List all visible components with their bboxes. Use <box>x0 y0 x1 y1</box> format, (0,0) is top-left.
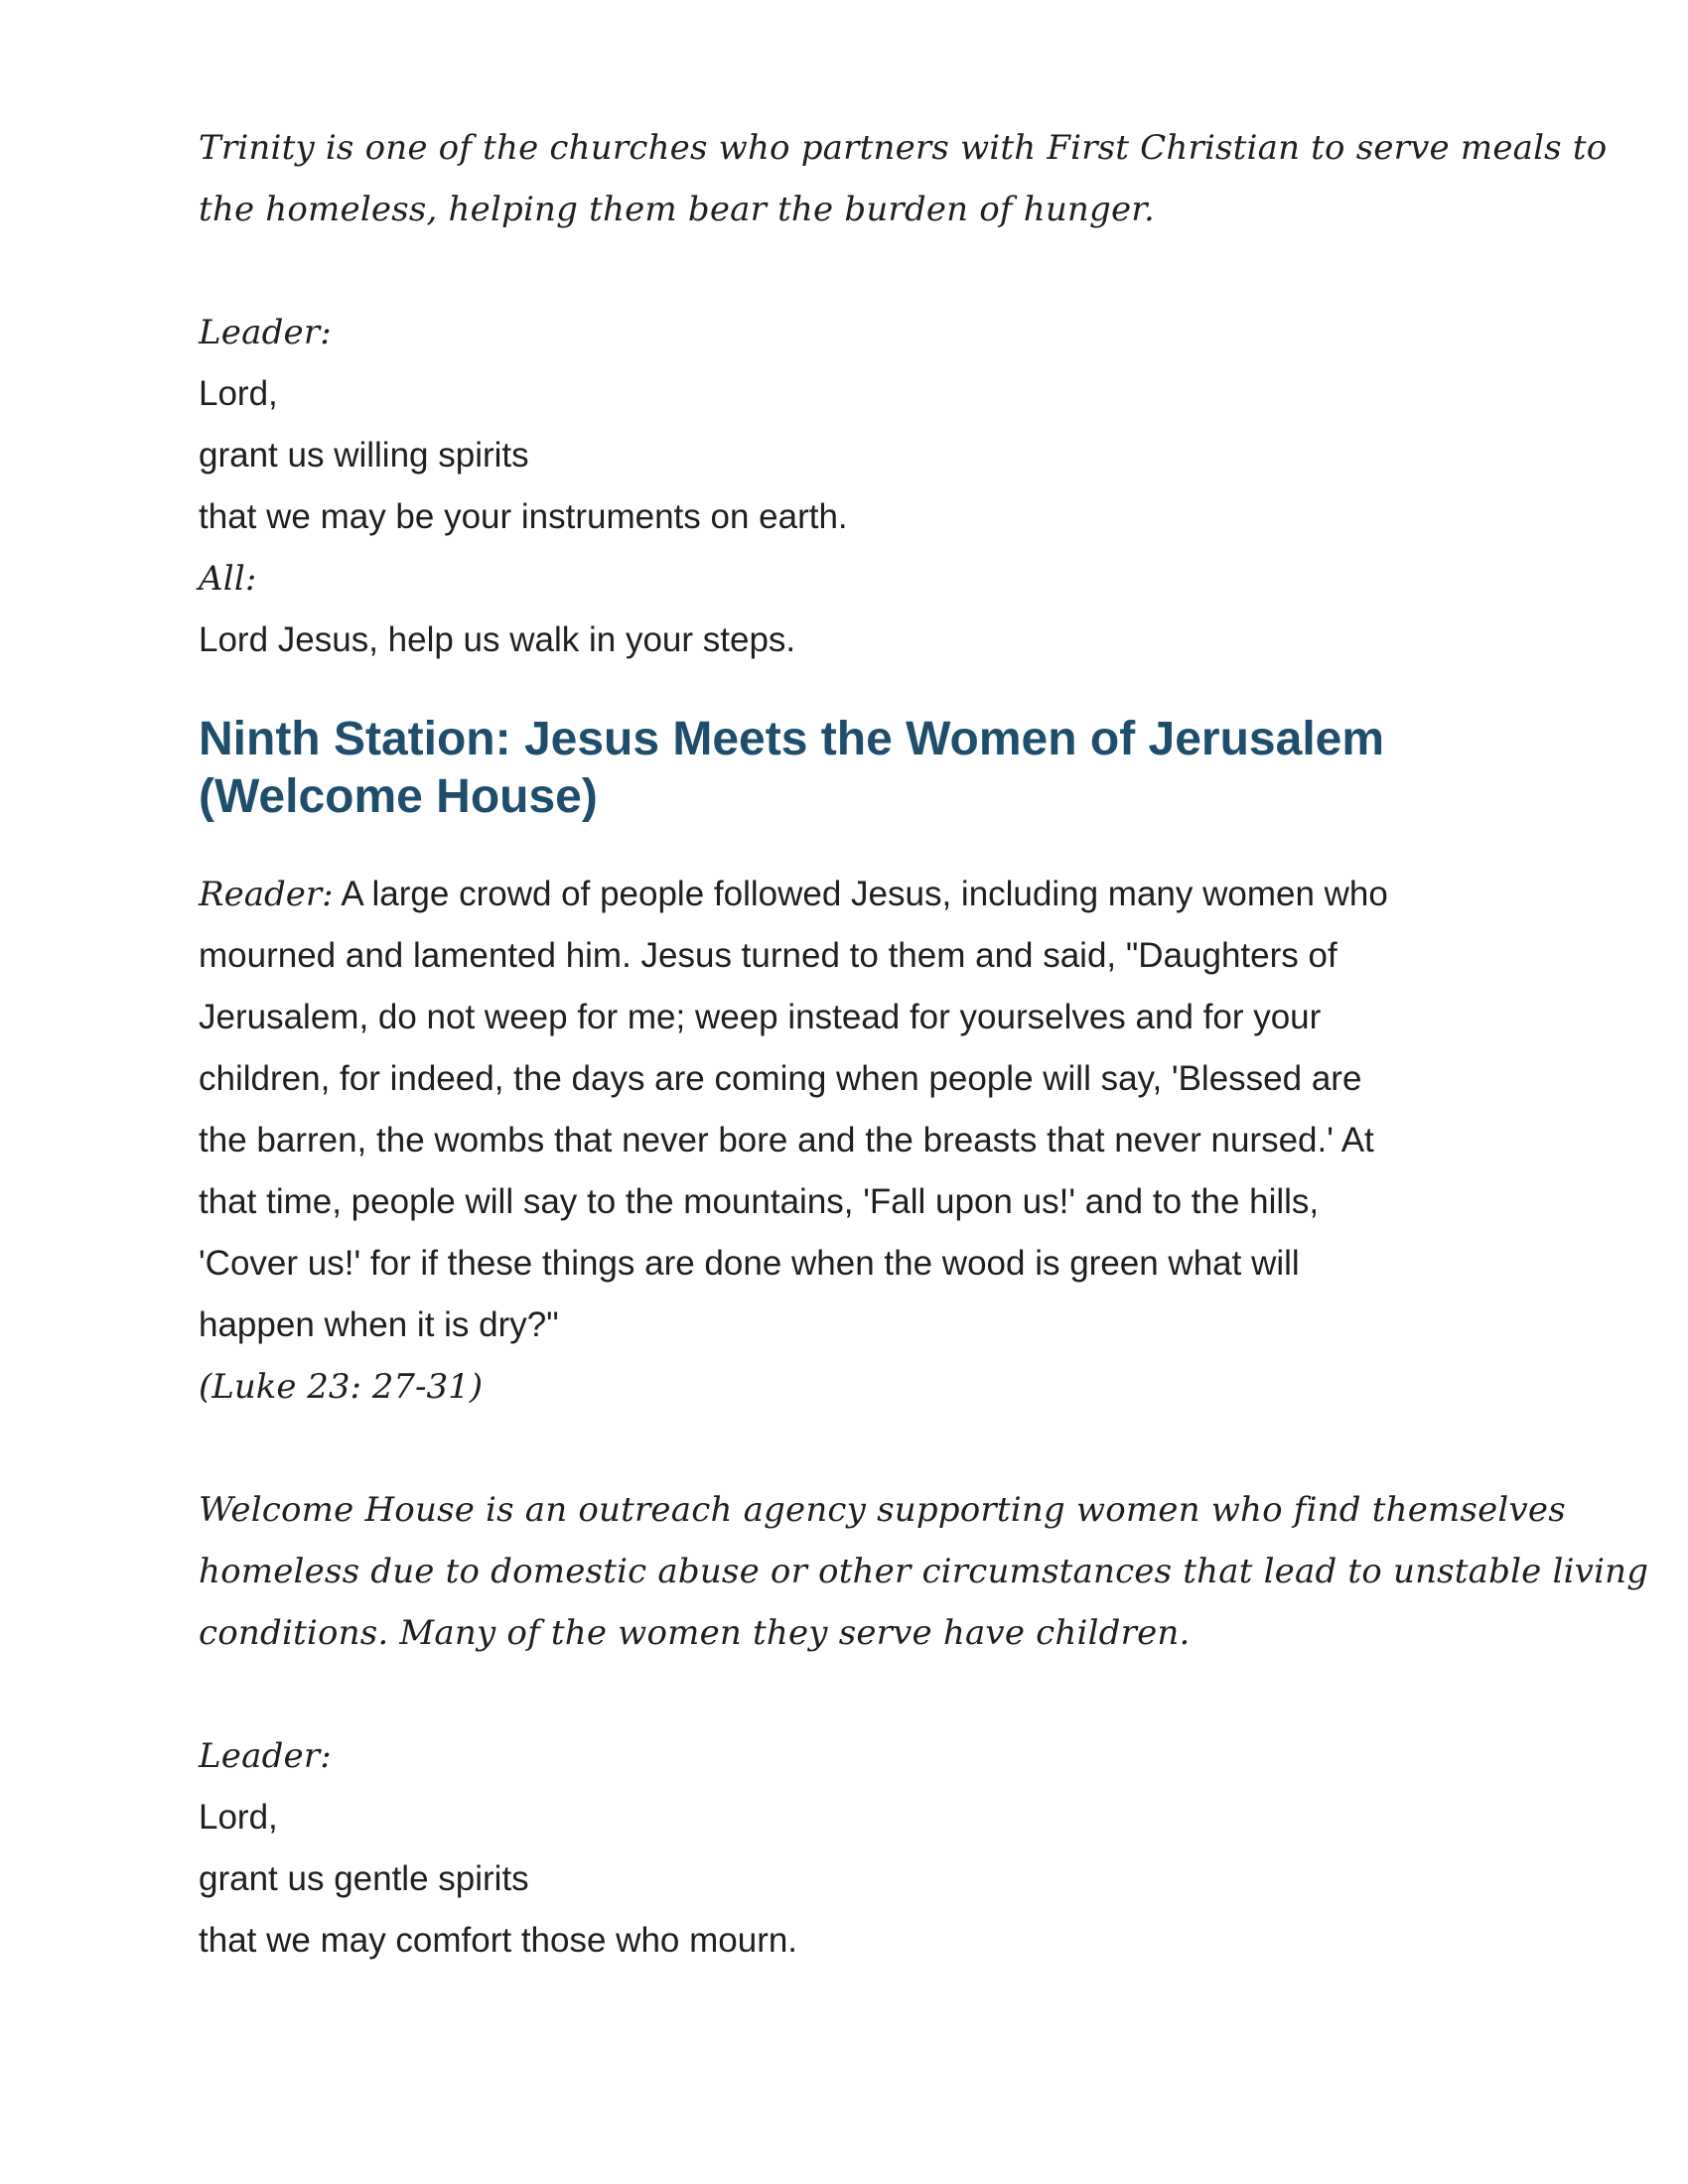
spacer <box>199 1664 1489 1725</box>
all-response: Lord Jesus, help us walk in your steps. <box>199 620 796 659</box>
leader-label: Leader: <box>199 1736 332 1776</box>
all-label: All: <box>199 559 257 599</box>
agency-line: homeless due to domestic abuse or other circumstances that lead to unstable living <box>199 1552 1649 1591</box>
leader-line: Lord, <box>199 1798 278 1837</box>
reading-line: children, for indeed, the days are coming when people will say, 'Blessed are <box>199 1059 1362 1098</box>
station-heading <box>199 711 1489 826</box>
leader-line: grant us willing spirits <box>199 436 529 475</box>
scripture-citation: (Luke 23: 27-31) <box>199 1367 484 1407</box>
reading-line: that time, people will say to the mountains, 'Fall upon us!' and to the hills, <box>199 1182 1320 1221</box>
reading-line: Jerusalem, do not weep for me; weep instead for yourselves and for your <box>199 998 1322 1036</box>
intro-line: the homeless, helping them bear the burden of hunger. <box>199 190 1156 229</box>
spacer <box>199 240 1489 302</box>
leader-line: that we may comfort those who mourn. <box>199 1921 798 1960</box>
intro-paragraph <box>199 117 1608 240</box>
leader-line: grant us gentle spirits <box>199 1859 529 1898</box>
litany-1 <box>199 302 1489 671</box>
leader-label: Leader: <box>199 313 332 352</box>
page-content <box>199 117 1649 1972</box>
station-heading-line: (Welcome House) <box>199 770 598 823</box>
reading-text: A large crowd of people followed Jesus, including many women who <box>333 875 1388 913</box>
reading-line-first <box>199 864 1489 925</box>
reader-label: Reader: <box>199 875 334 914</box>
agency-line: conditions. Many of the women they serve have children. <box>199 1613 1191 1653</box>
reading-line: 'Cover us!' for if these things are done when the wood is green what will <box>199 1244 1300 1283</box>
leader-line: that we may be your instruments on earth. <box>199 497 848 536</box>
reading-line: mourned and lamented him. Jesus turned to them and said, "Daughters of <box>199 936 1337 975</box>
litany-2 <box>199 1725 1489 1972</box>
reading-paragraph <box>199 864 1489 1418</box>
leader-line: Lord, <box>199 374 278 413</box>
spacer <box>199 1418 1489 1479</box>
agency-paragraph <box>199 1479 1649 1664</box>
agency-line: Welcome House is an outreach agency supporting women who find themselves <box>199 1490 1566 1530</box>
reading-line: happen when it is dry?" <box>199 1305 559 1344</box>
station-heading-line: Ninth Station: Jesus Meets the Women of Jerusalem <box>199 713 1385 765</box>
reading-line: the barren, the wombs that never bore and the breasts that never nursed.' At <box>199 1121 1374 1160</box>
intro-line: Trinity is one of the churches who partners with First Christian to serve meals to <box>199 128 1608 168</box>
